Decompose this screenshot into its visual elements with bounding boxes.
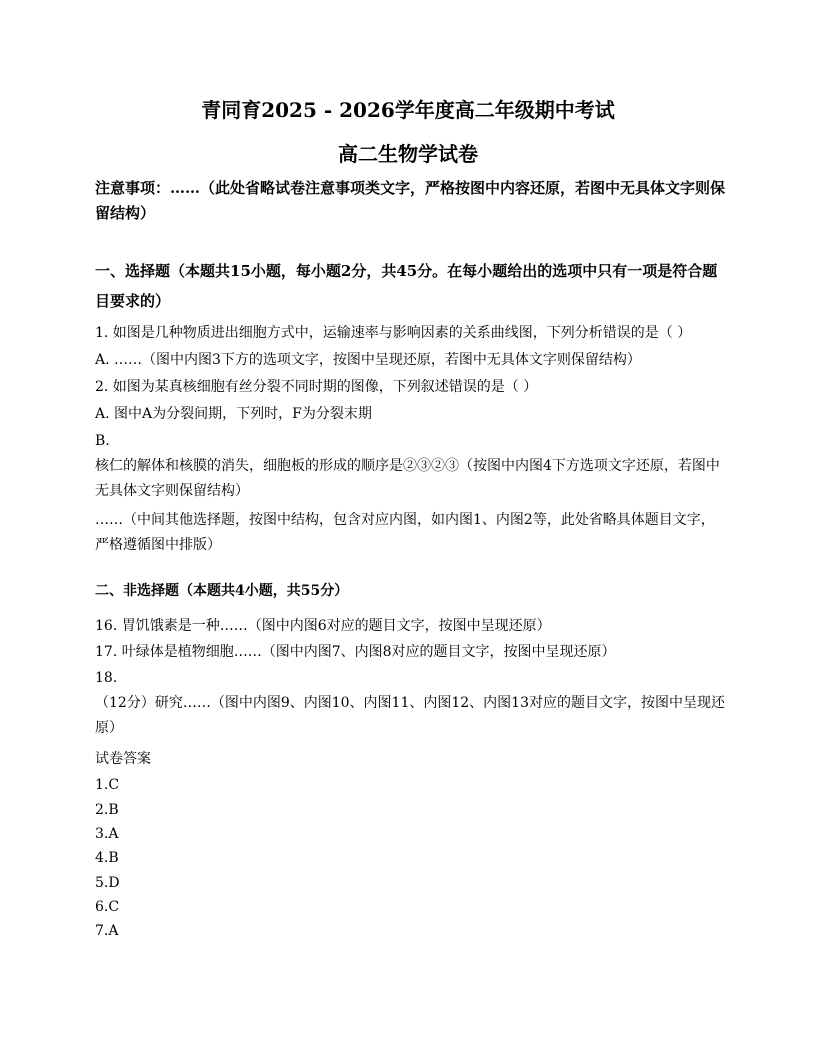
question-16: 16. 胃饥饿素是一种……（图中内图6对应的题目文字，按图中呈现还原） (95, 618, 551, 634)
section1-heading: 一、选择题（本题共15小题，每小题2分，共45分。在每小题给出的选项中只有一项是符合题目要求的） (95, 262, 718, 310)
exam-subtitle: 高二生物学试卷 (338, 142, 478, 166)
answer-item: 2.B (95, 802, 119, 818)
question-2-option-a: A. 图中A为分裂间期，下列时，F为分裂末期 (95, 406, 372, 422)
answer-item: 3.A (95, 826, 119, 842)
question-18-number: 18. (95, 670, 118, 686)
question-18-text: （12分）研究……（图中内图9、内图10、内图11、内图12、内图13对应的题目文字，按图中呈现还原） (95, 695, 725, 736)
question-17: 17. 叶绿体是植物细胞……（图中内图7、内图8对应的题目文字，按图中呈现还原） (95, 644, 616, 660)
answer-item: 5.D (95, 875, 120, 891)
answer-item: 6.C (95, 899, 120, 915)
answers-heading: 试卷答案 (95, 751, 151, 767)
question-2: 2. 如图为某真核细胞有丝分裂不同时期的图像，下列叙述错误的是（ ） (95, 379, 538, 395)
exam-title: 青同育2025 - 2026学年度高二年级期中考试 (201, 98, 615, 122)
question-1: 1. 如图是几种物质进出细胞方式中，运输速率与影响因素的关系曲线图，下列分析错误的是（ ） (95, 325, 692, 341)
answer-item: 1.C (95, 777, 120, 793)
answer-item: 7.A (95, 923, 119, 939)
question-1-option-a: A. ……（图中内图3下方的选项文字，按图中呈现还原，若图中无具体文字则保留结构） (95, 352, 641, 368)
notice-text: 注意事项：……（此处省略试卷注意事项类文字，严格按图中内容还原，若图中无具体文字则保留结构） (95, 179, 726, 222)
answer-item: 4.B (95, 850, 119, 866)
section2-heading: 二、非选择题（本题共4小题，共55分） (95, 583, 349, 599)
question-2-option-b-text: 核仁的解体和核膜的消失，细胞板的形成的顺序是②③②③（按图中内图4下方选项文字还原，若图中无具体文字则保留结构） (95, 458, 720, 499)
question-2-option-b-label: B. (95, 433, 110, 449)
middle-questions-note: ……（中间其他选择题，按图中结构，包含对应内图，如内图1、内图2等，此处省略具体题目文字，严格遵循图中排版） (95, 512, 715, 553)
